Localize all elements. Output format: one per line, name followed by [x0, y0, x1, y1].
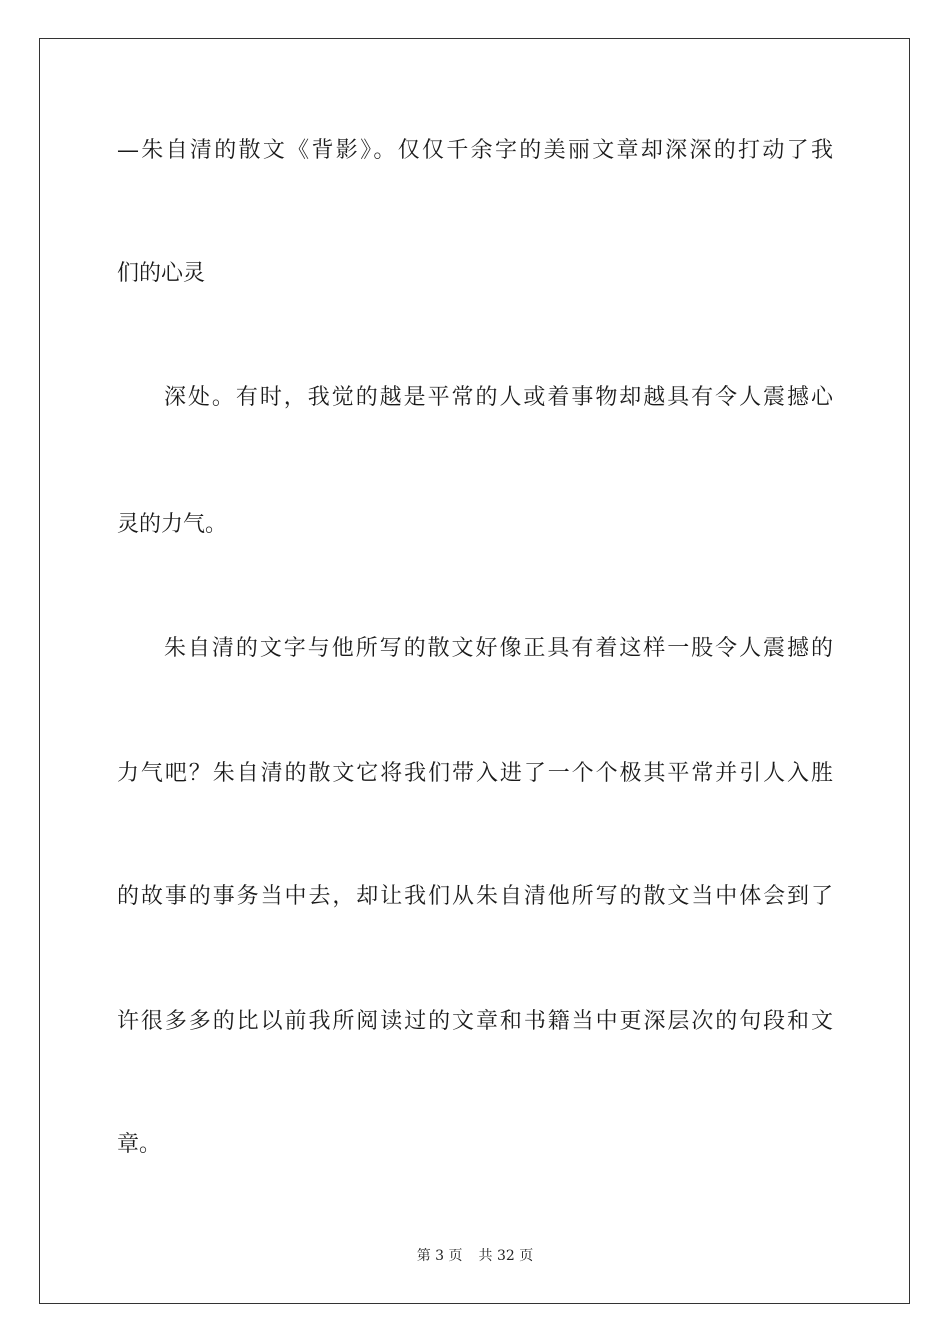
paragraph-line: —朱自清的散文《背影》。仅仅千余字的美丽文章却深深的打动了我 — [117, 138, 833, 163]
paragraph-line: 们的心灵 — [117, 261, 206, 286]
page-footer — [0, 1246, 950, 1266]
paragraph-line: 章。 — [117, 1132, 162, 1157]
paragraph-line: 许很多多的比以前我所阅读过的文章和书籍当中更深层次的句段和文 — [117, 1009, 833, 1034]
page-total: 共 32 页 — [478, 1248, 534, 1264]
paragraph-line: 的故事的事务当中去，却让我们从朱自清他所写的散文当中体会到了 — [117, 884, 833, 909]
page-frame — [39, 38, 910, 1304]
paragraph-line: 力气吧？朱自清的散文它将我们带入进了一个个极其平常并引人入胜 — [117, 761, 833, 786]
paragraph-line: 深处。有时，我觉的越是平常的人或着事物却越具有令人震撼心 — [164, 385, 833, 410]
paragraph-line: 朱自清的文字与他所写的散文好像正具有着这样一股令人震撼的 — [164, 636, 833, 661]
paragraph-line: 灵的力气。 — [117, 512, 228, 537]
page-number: 第 3 页 — [416, 1248, 463, 1264]
